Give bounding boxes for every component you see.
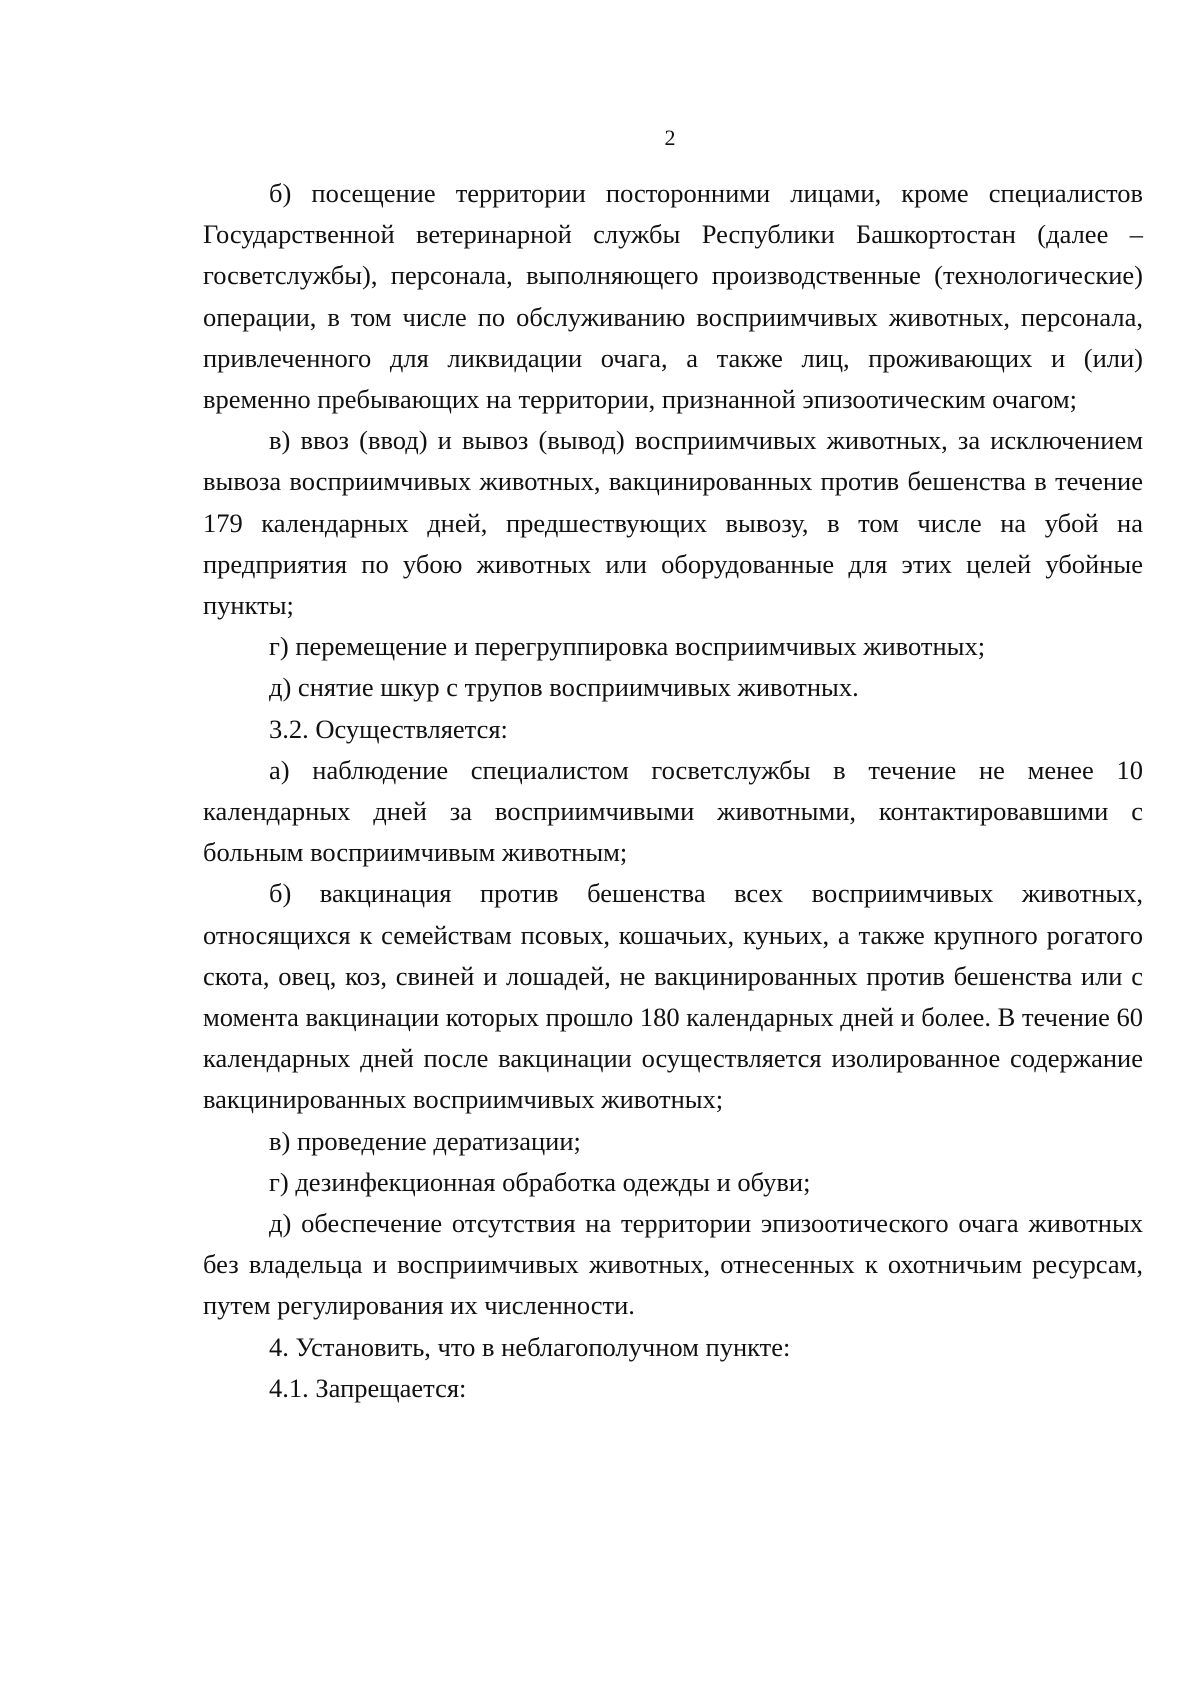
paragraph-b-visit-restriction: б) посещение территории посторонними лицами, кроме специалистов Государственной ветеринарной службы Республики Башкортостан (далее – госветслужбы), персонала, выполняющего производственные (технологические) операции, в том числе по обслуживанию восприимчивых животных, персонала, привлеченного для ликвидации очага, а также лиц, проживающих и (или) временно пребывающих на территории, признанной эпизоотическим очагом; — [203, 178, 1143, 415]
paragraph-v-deratization: в) проведение дератизации; — [269, 1125, 581, 1156]
paragraph-g-disinfection: г) дезинфекционная обработка одежды и обуви; — [269, 1166, 811, 1197]
paragraph-a-observation: а) наблюдение специалистом госветслужбы в течение не менее 10 календарных дней за восприимчивыми животными, контактировавшими с больным восприимчивым животным; — [203, 754, 1143, 868]
paragraph-b-vaccination: б) вакцинация против бешенства всех восприимчивых животных, относящихся к семействам псовых, кошачьих, куньих, а также крупного рогатого скота, овец, коз, свиней и лошадей, не вакцинированных против бешенства или с момента вакцинации которых прошло 180 календарных дней и более. В течение 60 календарных дней после вакцинации осуществляется изолированное содержание вакцинированных восприимчивых животных; — [203, 878, 1143, 1115]
paragraph-d-skinning: д) снятие шкур с трупов восприимчивых животных. — [269, 672, 859, 703]
section-heading-3-2: 3.2. Осуществляется: — [269, 713, 508, 744]
page-number: 2 — [664, 125, 676, 150]
paragraph-g-movement: г) перемещение и перегруппировка восприимчивых животных; — [269, 631, 986, 662]
section-heading-4-1: 4.1. Запрещается: — [269, 1372, 467, 1403]
section-heading-4: 4. Установить, что в неблагополучном пункте: — [269, 1331, 791, 1362]
paragraph-d-stray-animals: д) обеспечение отсутствия на территории эпизоотического очага животных без владельца и восприимчивых животных, отнесенных к охотничьим ресурсам, путем регулирования их численности. — [203, 1208, 1143, 1321]
document-body — [203, 173, 1143, 1409]
paragraph-v-import-export: в) ввоз (ввод) и вывоз (вывод) восприимчивых животных, за исключением вывоза восприимчивых животных, вакцинированных против бешенства в течение 179 календарных дней, предшествующих вывозу, в том числе на убой на предприятия по убою животных или оборудованные для этих целей убойные пункты; — [203, 425, 1143, 621]
